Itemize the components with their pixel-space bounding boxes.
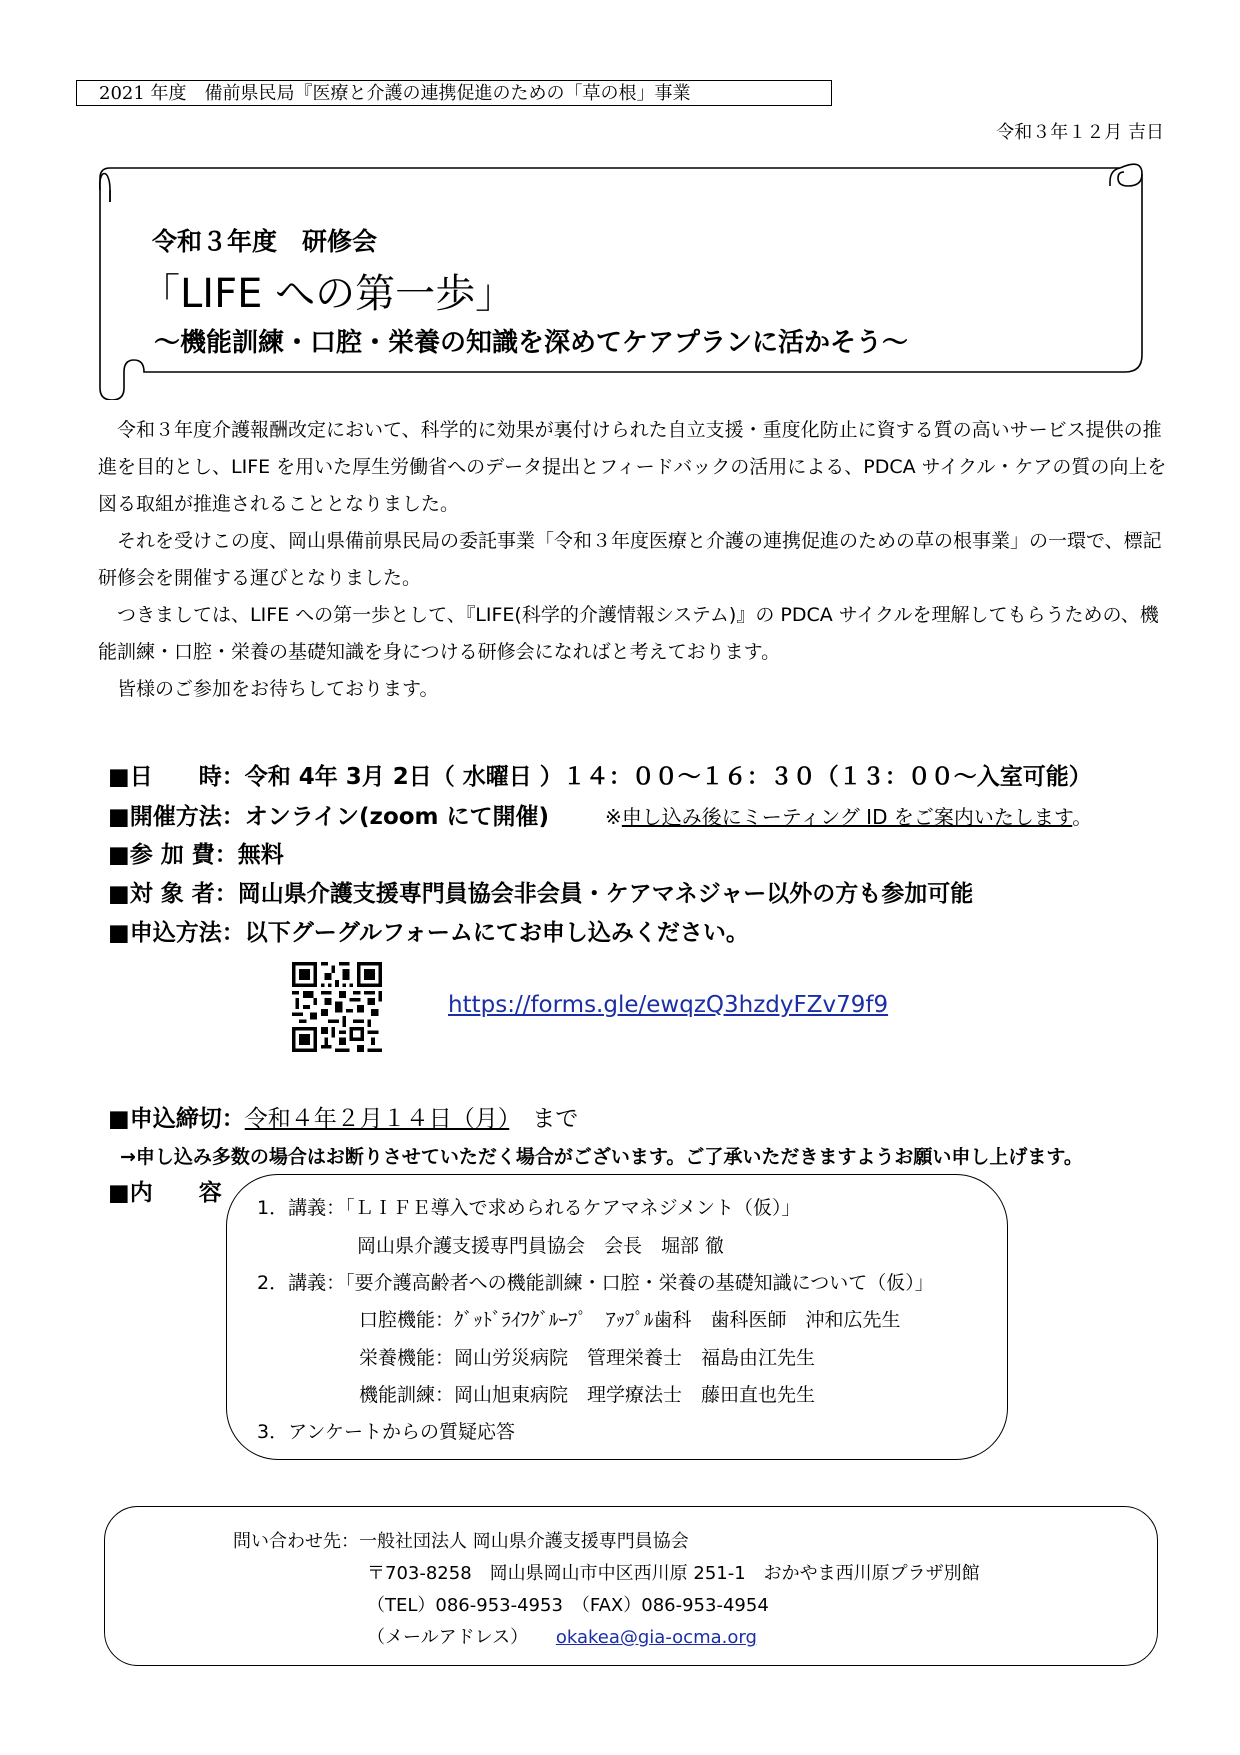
capacity-notice: →申し込み多数の場合はお断りさせていただく場合がございます。ご了承いただきますようお願い申し上げます。 [120,1146,1083,1168]
content-label: ■内 容 [108,1180,222,1206]
event-datetime: ■日 時：令和 4年 3月 2日（ 水曜日 ）１４：００～１６：３０（１３：００～入室可能） [108,764,1092,790]
deadline-suffix: まで [509,1106,579,1132]
intro-paragraph-3: つきましては、LIFE への第一歩として、『LIFE(科学的介護情報システム)』の PDCA サイクルを理解してもらうための、機能訓練・口腔・栄養の基礎知識を身につける研修会になればと考えております。 [98,604,1159,663]
event-fee: ■参 加 費：無料 [108,842,284,868]
issue-date: 令和３年１２月 吉日 [996,122,1164,143]
content-item-3: 3．アンケートからの質疑応答 [257,1421,515,1443]
content-item-2-oral: 口腔機能：ｸﾞｯﾄﾞﾗｲﾌｸﾞﾙｰﾌﾟ ｱｯﾌﾟﾙ歯科 歯科医師 沖和広先生 [359,1309,901,1331]
deadline [108,1100,578,1133]
content-item-2-nutrition: 栄養機能：岡山労災病院 管理栄養士 福島由江先生 [359,1347,816,1369]
banner-tagline: ～機能訓練・口腔・栄養の知識を深めてケアプランに活かそう～ [154,328,909,358]
contact-mail-row [367,1623,757,1649]
method-note-prefix: ※ [605,805,622,829]
method-note [605,805,1092,829]
contact-box [104,1506,1158,1666]
contact-phone: （TEL）086-953-4953 （FAX）086-953-4954 [367,1595,769,1616]
contact-heading: 問い合わせ先：一般社団法人 岡山県介護支援専門員協会 [233,1531,689,1552]
method-note-suffix: 。 [1072,805,1093,829]
event-apply: ■申込方法：以下グーグルフォームにてお申し込みください。 [108,920,749,946]
intro-paragraph-4: 皆様のご参加をお待ちしております。 [117,678,439,700]
intro-paragraph-1: 令和３年度介護報酬改定において、科学的に効果が裏付けられた自立支援・重度化防止に資する質の高いサービス提供の推進を目的とし、LIFE を用いた厚生労働省へのデータ提出とフィードバックの活用による、PDCA サイクル・ケアの質の向上を図る取組が推進されることとなりました。 [98,419,1167,515]
contact-address: 〒703-8258 岡山県岡山市中区西川原 251-1 おかやま西川原プラザ別館 [367,1563,980,1584]
event-method [108,798,1092,831]
form-url-link[interactable]: https://forms.gle/ewqzQ3hzdyFZv79f9 [448,992,889,1018]
method-note-text: 申し込み後にミーティング ID をご案内いたします [621,805,1073,829]
content-item-1-speaker: 岡山県介護支援専門員協会 会長 堀部 徹 [357,1235,725,1257]
deadline-label: ■申込締切： [108,1106,245,1132]
event-target: ■対 象 者：岡山県介護支援専門員協会非会員・ケアマネジャー以外の方も参加可能 [108,881,974,907]
header-box: 2021 年度 備前県民局『医療と介護の連携促進のための「草の根」事業 [76,80,832,106]
content-box [226,1174,1008,1460]
qr-code-icon[interactable] [292,962,382,1052]
method-label: ■開催方法：オンライン(zoom にて開催) [108,804,550,830]
intro-paragraph-2: それを受けこの度、岡山県備前県民局の委託事業「令和３年度医療と介護の連携促進のための草の根事業」の一環で、標記研修会を開催する運びとなりました。 [98,530,1162,589]
deadline-value: 令和４年２月１４日（月） [244,1106,510,1132]
banner-title: 「LIFE への第一歩」 [140,271,516,317]
content-item-2-training: 機能訓練：岡山旭東病院 理学療法士 藤田直也先生 [359,1384,816,1406]
content-item-1: 1．講義：「ＬＩＦＥ導入で求められるケアマネジメント（仮）」 [257,1197,801,1219]
contact-mail-label: （メールアドレス） [367,1627,529,1648]
content-item-2: 2．講義：「要介護高齢者への機能訓練・口腔・栄養の基礎知識について（仮）」 [257,1272,934,1294]
intro-text [98,412,1173,708]
banner-subtitle: 令和３年度 研修会 [152,227,378,256]
contact-mail-link[interactable]: okakea@gia-ocma.org [555,1627,757,1648]
